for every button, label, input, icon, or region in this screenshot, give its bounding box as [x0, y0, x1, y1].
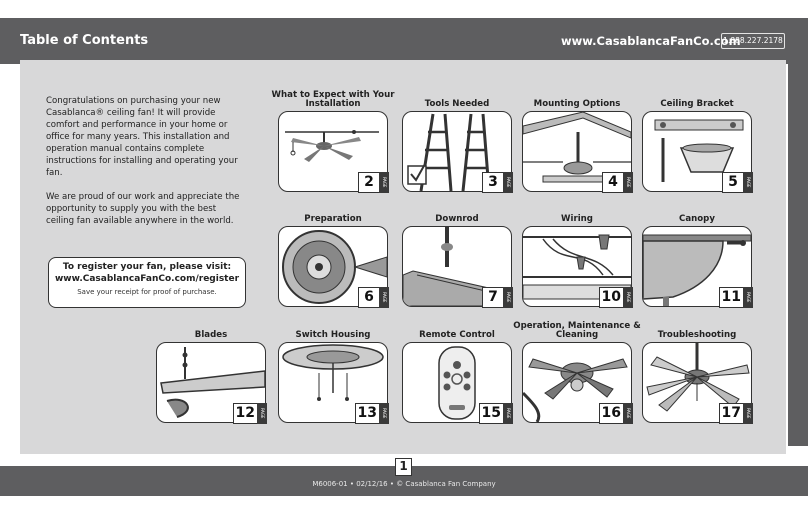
- page-number: 5: [722, 172, 744, 193]
- register-box: [48, 257, 246, 308]
- page-tab: PAGE: [379, 287, 389, 308]
- page-number: 17: [719, 403, 744, 424]
- page-number: 7: [482, 287, 504, 308]
- section-title: Remote Control: [419, 330, 495, 340]
- page-tab: PAGE: [503, 403, 513, 424]
- toc-entry-operation-maintenance[interactable]: [513, 321, 641, 423]
- page-tab: PAGE: [743, 172, 753, 193]
- page-number: 3: [482, 172, 504, 193]
- document-id: M6006-01 • 02/12/16 • © Casablanca Fan Company: [312, 480, 496, 488]
- toc-entry-preparation[interactable]: [278, 214, 388, 307]
- page-tab: PAGE: [743, 287, 753, 308]
- section-title: Blades: [194, 330, 228, 340]
- section-title: What to Expect with Your Installation: [271, 90, 395, 109]
- toc-entry-ceiling-bracket[interactable]: [642, 99, 752, 192]
- section-title: Downrod: [435, 214, 479, 224]
- page-number: 16: [599, 403, 624, 424]
- toc-entry-switch-housing[interactable]: [278, 330, 388, 423]
- page-tab: PAGE: [379, 172, 389, 193]
- section-title: Tools Needed: [424, 99, 490, 109]
- page-number: 10: [599, 287, 624, 308]
- header-bar: [0, 18, 808, 64]
- section-title: Preparation: [304, 214, 362, 224]
- section-title: Wiring: [561, 214, 593, 224]
- intro-paragraph-2: We are proud of our work and appreciate the opportunity to supply you with the best ceiling fan available anywhere in the world.: [46, 192, 240, 226]
- page-number: 13: [355, 403, 380, 424]
- toc-entry-blades[interactable]: [156, 330, 266, 423]
- section-title: Ceiling Bracket: [660, 99, 734, 109]
- page-title: Table of Contents: [20, 33, 149, 48]
- page-tab: PAGE: [623, 287, 633, 308]
- section-title: Troubleshooting: [657, 330, 737, 340]
- toc-entry-mounting-options[interactable]: [522, 99, 632, 192]
- page-number: 4: [602, 172, 624, 193]
- page-number: 11: [719, 287, 744, 308]
- page-tab: PAGE: [503, 172, 513, 193]
- page-tab: PAGE: [623, 403, 633, 424]
- section-title: Canopy: [679, 214, 715, 224]
- page-tab: PAGE: [257, 403, 267, 424]
- page-number: 2: [358, 172, 380, 193]
- page-tab: PAGE: [623, 172, 633, 193]
- toc-entry-remote-control[interactable]: [402, 330, 512, 423]
- register-link[interactable]: www.CasablancaFanCo.com/register: [54, 274, 240, 284]
- website-link[interactable]: www.CasablancaFanCo.com: [561, 34, 741, 48]
- page-tab: PAGE: [743, 403, 753, 424]
- register-heading: To register your fan, please visit:: [62, 262, 232, 272]
- page-number: 15: [479, 403, 504, 424]
- register-note: Save your receipt for proof of purchase.: [77, 288, 217, 296]
- toc-entry-what-to-expect[interactable]: [271, 90, 395, 192]
- side-strip: [788, 64, 808, 446]
- toc-entry-downrod[interactable]: [402, 214, 512, 307]
- footer-bar: [0, 459, 808, 496]
- intro-text: [46, 95, 246, 239]
- section-title: Operation, Maintenance & Cleaning: [513, 321, 641, 340]
- section-title: Mounting Options: [533, 99, 621, 109]
- page-tab: PAGE: [503, 287, 513, 308]
- toc-entry-troubleshooting[interactable]: [642, 330, 752, 423]
- intro-paragraph-1: Congratulations on purchasing your new Casablanca® ceiling fan! It will provide comfort and performance in your home or office for many years. This installation and operation manual contains complete instructions for installing and operating your fan.: [46, 96, 238, 178]
- toc-entry-wiring[interactable]: [522, 214, 632, 307]
- toc-entry-tools-needed[interactable]: [402, 99, 512, 192]
- page-number: 6: [358, 287, 380, 308]
- phone-number: 1.888.227.2178: [721, 33, 785, 49]
- page-tab: PAGE: [379, 403, 389, 424]
- section-title: Switch Housing: [295, 330, 371, 340]
- document-page-number: 1: [395, 458, 412, 476]
- toc-entry-canopy[interactable]: [642, 214, 752, 307]
- page-number: 12: [233, 403, 258, 424]
